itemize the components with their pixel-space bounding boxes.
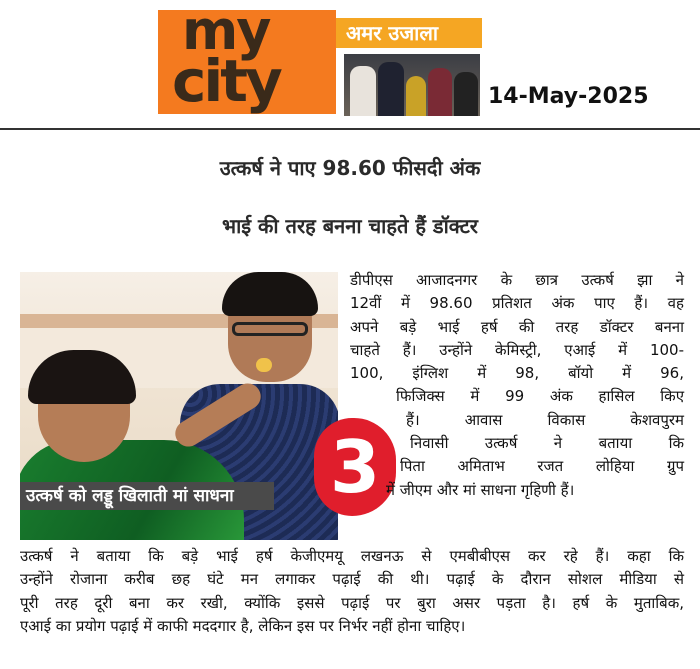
amar-ujala-logo: अमर उजाला — [346, 21, 439, 45]
text-line: चाहते हैं। उन्होंने केमिस्ट्री, एआई में 100- — [350, 340, 684, 359]
text-line: उन्होंने रोजाना करीब छह घंटे मन लगाकर पढ़ाई की थी। पढ़ाई के दौरान सोशल मीडिया से — [20, 570, 684, 589]
glasses-icon — [232, 322, 308, 336]
headline-line-2: भाई की तरह बनना चाहते हैं डॉक्टर — [222, 214, 478, 238]
article-body-full-width — [20, 545, 684, 638]
publication-date: 14-May-2025 — [488, 84, 649, 109]
mycity-logo-city: city — [172, 47, 280, 115]
headline-line-1: उत्कर्ष ने पाए 98.60 फीसदी अंक — [219, 156, 481, 180]
text-line: निवासी उत्कर्ष ने बताया कि — [410, 434, 684, 453]
student-hair — [222, 272, 318, 316]
text-line: डीपीएस आजादनगर के छात्र उत्कर्ष झा ने — [350, 271, 684, 289]
text-line: में जीएम और मां साधना गृहिणी हैं। — [386, 480, 575, 499]
page-number-badge: 3 — [314, 418, 396, 516]
photo-caption: उत्कर्ष को लड्डू खिलाती मां साधना — [20, 482, 274, 510]
text-line: अपने बड़े भाई हर्ष की तरह डॉक्टर बनना — [350, 317, 684, 336]
text-line: पिता अमिताभ रजत लोहिया ग्रुप — [400, 457, 684, 476]
text-line: एआई का प्रयोग पढ़ाई में काफी मददगार है, लेकिन इस पर निर्भर नहीं होना चाहिए। — [20, 616, 466, 635]
text-line: 12वीं में 98.60 प्रतिशत अंक पाए हैं। वह — [350, 294, 684, 313]
text-line: उत्कर्ष ने बताया कि बड़े भाई हर्ष केजीएमयू लखनऊ से एमबीबीएस कर रहे हैं। कहा कि — [20, 547, 684, 565]
masthead — [0, 0, 700, 122]
laddu-sweet — [256, 358, 272, 372]
article-body-right-column — [350, 269, 684, 502]
text-line: पूरी तरह दूरी बना कर रखी, क्योंकि इससे पढ़ाई पर बुरा असर पड़ता है। हर्ष के मुताबिक, — [20, 593, 684, 612]
text-line: फिजिक्स में 99 अंक हासिल किए — [396, 387, 684, 406]
masthead-photo — [344, 54, 480, 116]
text-line: हैं। आवास विकास केशवपुरम — [406, 410, 684, 429]
text-line: 100, इंग्लिश में 98, बॉयो में 96, — [350, 364, 684, 383]
mycity-logo-my: my — [182, 0, 270, 62]
masthead-divider — [0, 128, 700, 130]
